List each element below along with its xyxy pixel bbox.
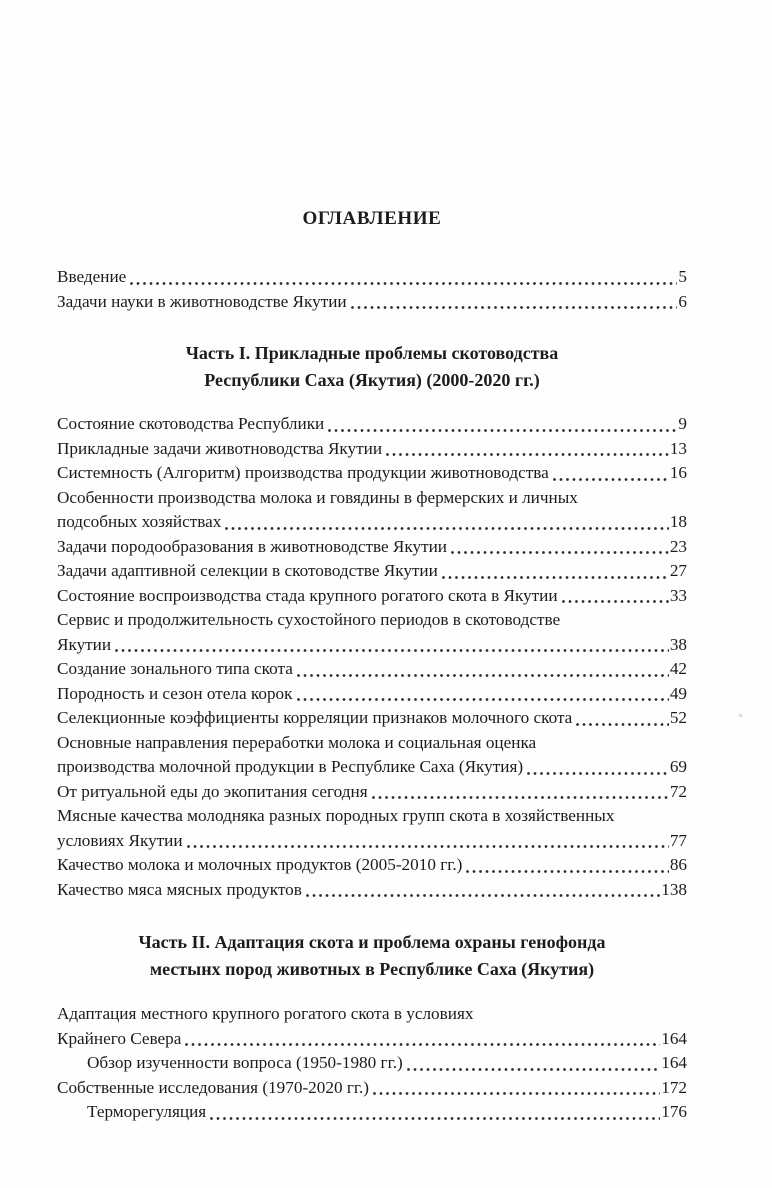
toc-entry xyxy=(57,535,687,560)
toc-part2-list xyxy=(57,1002,687,1125)
toc-entry-text: Качество молока и молочных продуктов (2005-2010 гг.) xyxy=(57,855,463,874)
page-number: 77 xyxy=(669,830,687,850)
leader-dots xyxy=(351,306,678,309)
toc-entry xyxy=(57,682,687,707)
part1-heading-line2: Республики Саха (Якутия) (2000-2020 гг.) xyxy=(204,369,540,390)
leader-dots xyxy=(225,527,668,530)
leader-dots xyxy=(407,1068,661,1071)
toc-entry-line xyxy=(57,1076,687,1101)
toc-entry xyxy=(57,1100,687,1125)
part1-heading-line1: Часть I. Прикладные проблемы скотоводства xyxy=(185,343,559,363)
toc-entry xyxy=(57,706,687,731)
leader-dots xyxy=(372,796,669,799)
leader-dots xyxy=(442,576,669,579)
leader-dots xyxy=(562,600,669,603)
toc-entry-text: Задачи науки в животноводстве Якутии xyxy=(57,291,347,311)
toc-entry-line xyxy=(57,1100,687,1125)
toc-entry xyxy=(57,731,687,780)
page-number: 33 xyxy=(669,585,687,605)
toc-entry-line xyxy=(57,1027,687,1052)
toc-entry-text-line1: Особенности производства молока и говядины в фермерских и личных xyxy=(57,487,578,507)
toc-entry xyxy=(57,461,687,486)
toc-entry-text: Породность и сезон отела корок xyxy=(57,683,293,703)
toc-part1-list xyxy=(57,412,687,902)
page-number: 5 xyxy=(678,267,687,286)
toc-entry xyxy=(57,559,687,584)
toc-entry-text: подсобных хозяйствах xyxy=(57,512,222,531)
page-number: 16 xyxy=(669,463,687,482)
toc-entry-text-line1: Адаптация местного крупного рогатого скота в условиях xyxy=(57,1004,474,1023)
toc-entry-line xyxy=(57,829,687,854)
toc-entry-line xyxy=(57,265,687,290)
page-number: 164 xyxy=(661,1053,687,1072)
toc-entry xyxy=(57,878,687,903)
toc-entry xyxy=(57,804,687,853)
toc-entry-text-line1: Сервис и продолжительность сухостойного периодов в скотоводстве xyxy=(57,610,561,629)
page-number: 72 xyxy=(669,781,687,801)
toc-entry-line xyxy=(57,412,687,437)
toc-entry xyxy=(57,608,687,657)
page-number: 13 xyxy=(669,438,687,458)
toc-entry-text-line1: Основные направления переработки молока и социальная оценка xyxy=(57,732,537,752)
leader-dots xyxy=(328,429,677,432)
toc-entry-text-line1: Мясные качества молодняка разных породных групп скота в хозяйственных xyxy=(57,806,615,825)
page-number: 23 xyxy=(669,536,687,556)
page-number: 9 xyxy=(678,414,687,433)
part2-heading xyxy=(57,929,687,982)
toc-entry-text: Якутии xyxy=(57,634,112,654)
page-number: 18 xyxy=(669,512,687,531)
part2-heading-line2: местынх пород животных в Республике Саха (Якутия) xyxy=(149,958,595,979)
toc-entry-text: Системность (Алгоритм) производства продукции животноводства xyxy=(57,463,549,482)
toc-entry-text: Создание зонального типа скота xyxy=(57,659,293,678)
toc-entry-line xyxy=(57,437,687,462)
toc-entry xyxy=(57,657,687,682)
leader-dots xyxy=(187,845,669,848)
page-number: 42 xyxy=(669,659,687,678)
toc-entry-text: Задачи адаптивной селекции в скотоводстве Якутии xyxy=(57,561,438,580)
leader-dots xyxy=(297,674,669,677)
part2-heading-line1: Часть II. Адаптация скота и проблема охраны генофонда xyxy=(138,932,606,952)
page-number: 86 xyxy=(669,855,687,874)
page-number: 69 xyxy=(669,757,687,776)
leader-dots xyxy=(130,282,677,285)
toc-entry xyxy=(57,265,687,290)
toc-entry-text: От ритуальной еды до экопитания сегодня xyxy=(57,781,368,801)
toc-entry xyxy=(57,853,687,878)
page-number: 164 xyxy=(661,1028,687,1048)
toc-entry-text: Состояние скотоводства Республики xyxy=(57,414,325,433)
toc-entry xyxy=(57,1051,687,1076)
toc-entry xyxy=(57,437,687,462)
leader-dots xyxy=(553,478,669,481)
toc-entry-line xyxy=(57,290,687,315)
toc-entry xyxy=(57,290,687,315)
toc-entry-line xyxy=(57,559,687,584)
toc-entry-line xyxy=(57,535,687,560)
leader-dots xyxy=(297,698,669,701)
toc-entry xyxy=(57,1002,687,1051)
toc-entry-line xyxy=(57,853,687,878)
page-number: 49 xyxy=(669,683,687,703)
toc-entry xyxy=(57,584,687,609)
toc-entry-line xyxy=(57,780,687,805)
toc-entry-text: Селекционные коэффициенты корреляции признаков молочного скота xyxy=(57,708,573,727)
leader-dots xyxy=(466,870,668,873)
leader-dots xyxy=(373,1092,660,1095)
leader-dots xyxy=(386,453,669,456)
page-number: 176 xyxy=(661,1102,687,1121)
toc-entry-text: Задачи породообразования в животноводстве Якутии xyxy=(57,536,447,556)
toc-entry-line xyxy=(57,584,687,609)
leader-dots xyxy=(185,1043,660,1046)
toc-entry-line xyxy=(57,706,687,731)
page-number: 172 xyxy=(661,1077,687,1097)
page-number: 27 xyxy=(669,561,687,580)
toc-entry-line xyxy=(57,878,687,903)
leader-dots xyxy=(306,894,660,897)
toc-intro-list xyxy=(57,265,687,314)
toc-entry-text: Состояние воспроизводства стада крупного рогатого скота в Якутии xyxy=(57,585,558,605)
toc-content xyxy=(57,0,687,1125)
toc-entry-text: производства молочной продукции в Республике Саха (Якутия) xyxy=(57,757,524,776)
leader-dots xyxy=(210,1117,660,1120)
leader-dots xyxy=(451,551,669,554)
toc-entry xyxy=(57,486,687,535)
page-number: 38 xyxy=(669,634,687,654)
toc-entry xyxy=(57,412,687,437)
toc-entry xyxy=(57,780,687,805)
leader-dots xyxy=(576,723,669,726)
page-number: 138 xyxy=(661,879,687,899)
toc-entry-text: Обзор изученности вопроса (1950-1980 гг.) xyxy=(87,1053,403,1072)
toc-entry-line xyxy=(57,657,687,682)
scan-speck xyxy=(738,713,743,718)
toc-entry-line xyxy=(57,461,687,486)
toc-entry-text: Собственные исследования (1970-2020 гг.) xyxy=(57,1077,370,1097)
part1-heading xyxy=(57,340,687,393)
leader-dots xyxy=(115,649,669,652)
toc-entry-text: Качество мяса мясных продуктов xyxy=(57,879,302,899)
toc-entry-text: Терморегуляция xyxy=(87,1102,207,1121)
page-title: ОГЛАВЛЕНИЕ xyxy=(302,208,442,229)
page-number: 52 xyxy=(669,708,687,727)
toc-entry-line xyxy=(57,682,687,707)
toc-entry-text: условиях Якутии xyxy=(57,830,183,850)
toc-entry-text: Введение xyxy=(57,267,127,286)
toc-entry xyxy=(57,1076,687,1101)
toc-entry-line xyxy=(57,755,687,780)
page-number: 6 xyxy=(678,291,687,311)
toc-entry-line xyxy=(57,1051,687,1076)
toc-entry-text: Прикладные задачи животноводства Якутии xyxy=(57,438,383,458)
toc-entry-line xyxy=(57,510,687,535)
toc-entry-text: Крайнего Севера xyxy=(57,1028,182,1048)
toc-entry-line xyxy=(57,633,687,658)
leader-dots xyxy=(527,772,669,775)
